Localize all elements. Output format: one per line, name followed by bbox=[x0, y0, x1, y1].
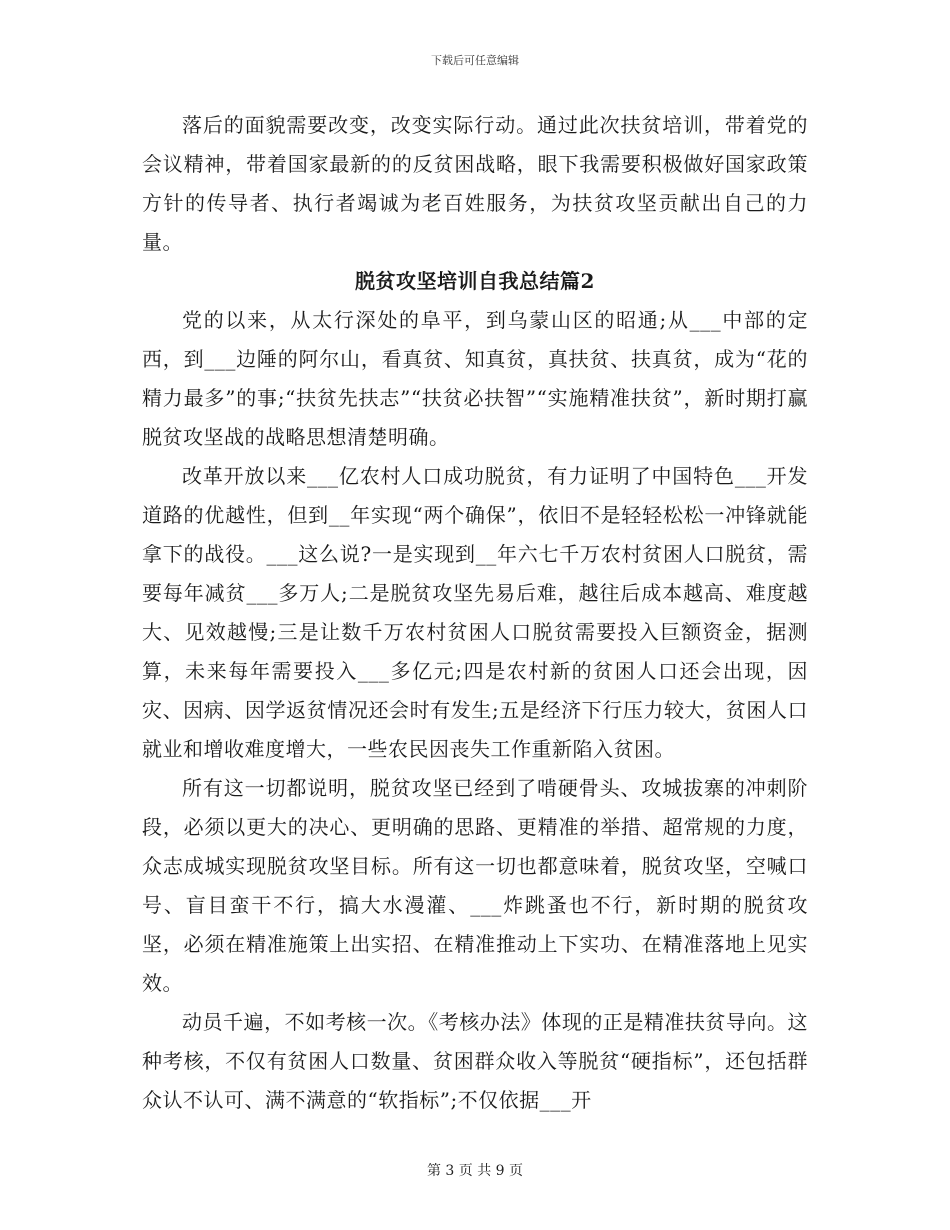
paragraph-4: 所有这一切都说明，脱贫攻坚已经到了啃硬骨头、攻城拔寨的冲刺阶段，必须以更大的决心、更明确的思路、更精准的举措、超常规的力度，众志成城实现脱贫攻坚目标。所有这一切也都意味着，脱贫攻坚，空喊口号、盲目蛮干不行，搞大水漫灌、___炸跳蚤也不行，新时期的脱贫攻坚，必须在精准施策上出实招、在精准推动上下实功、在精准落地上见实效。 bbox=[142, 776, 808, 995]
paragraph-1: 落后的面貌需要改变，改变实际行动。通过此次扶贫培训，带着党的会议精神，带着国家最新的的反贫困战略，眼下我需要积极做好国家政策方针的传导者、执行者竭诚为老百姓服务，为扶贫攻坚贡献出自己的力量。 bbox=[142, 113, 808, 254]
page-header: 下载后可任意编辑 bbox=[431, 54, 519, 67]
paragraph-2: 党的以来，从太行深处的阜平，到乌蒙山区的昭通;从___中部的定西，到___边陲的阿尔山，看真贫、知真贫，真扶贫、扶真贫，成为“花的精力最多”的事;“扶贫先扶志”“扶贫必扶智”“实施精准扶贫”，新时期打赢脱贫攻坚战的战略思想清楚明确。 bbox=[142, 308, 808, 449]
section-title: 脱贫攻坚培训自我总结篇2 bbox=[355, 269, 595, 293]
paragraph-5: 动员千遍，不如考核一次。《考核办法》体现的正是精准扶贫导向。这种考核，不仅有贫困人口数量、贫困群众收入等脱贫“硬指标”，还包括群众认不认可、满不满意的“软指标”;不仅依据___开 bbox=[142, 1010, 808, 1112]
paragraph-3: 改革开放以来___亿农村人口成功脱贫，有力证明了中国特色___开发道路的优越性，但到__年实现“两个确保”，依旧不是轻轻松松一冲锋就能拿下的战役。___这么说?一是实现到__年六七千万农村贫困人口脱贫，需要每年减贫___多万人;二是脱贫攻坚先易后难，越往后成本越高、难度越大、见效越慢;三是让数千万农村贫困人口脱贫需要投入巨额资金，据测算，未来每年需要投入___多亿元;四是农村新的贫困人口还会出现，因灾、因病、因学返贫情况还会时有发生;五是经济下行压力较大，贫困人口就业和增收难度增大，一些农民因丧失工作重新陷入贫困。 bbox=[142, 464, 808, 761]
page-number-footer: 第 3 页 共 9 页 bbox=[426, 1163, 524, 1179]
document-body bbox=[142, 106, 808, 1120]
